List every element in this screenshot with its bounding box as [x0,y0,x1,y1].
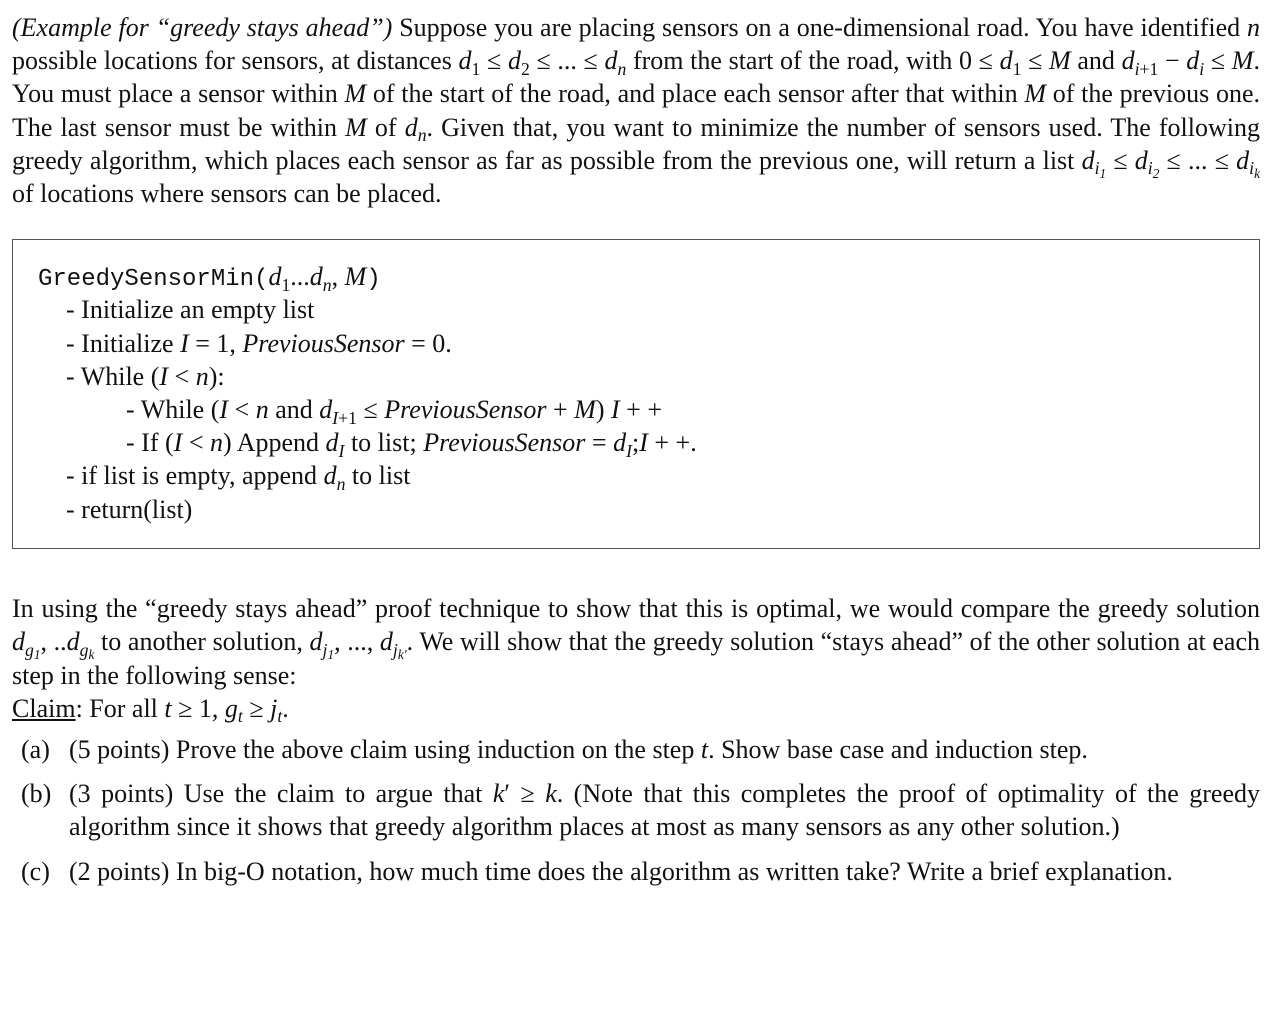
question-part-a: (a) (5 points) Prove the above claim using induction on the step t. Show base case and induction step. [12,733,1260,766]
algorithm-name: GreedySensorMin [38,266,255,294]
problem-intro: (Example for “greedy stays ahead”) Suppose you are placing sensors on a one-dimensional road. You have identified n possible locations for sensors, at distances $d_1 \le d_2$ ≤ ... ≤ $d_n$ from the start of the road, with $0 \le d_1 \le M$ and $d_{i+1} - d_i \le M$. You must place a sensor within M of the start of the road, and place each sensor after that within M of the previous one. The last sensor must be within M of $d_n$. Given that, you want to minimize the number of sensors used. The following greedy algorithm, which places each sensor as far as possible from the previous one, will return a list $d_{i_1} \le d_{i_2}$ ≤ ... ≤ $d_{i_k}$ of locations where sensors can be placed. [12,13,1260,209]
algorithm-step-1: - Initialize an empty list [66,295,315,325]
part-points: (5 points) [69,735,170,765]
part-label: (a) [21,735,50,765]
proof-intro: In using the “greedy stays ahead” proof technique to show that this is optimal, we would compare the greedy solution $d_{g_1}$, $..d_{g_k}$ to another solution, $d_{j_1}$, ..., $d_{j_{k'}}$. We will show that the greedy solution “stays ahead” of the other solution at each step in the following sense: Claim: For all t ≥ 1, $g_t \ge j_t$. [12,594,1261,727]
question-parts [12,733,1260,888]
algorithm-step-2: - Initialize I = 1, PreviousSensor = 0. [66,328,452,358]
algorithm-box [12,239,1260,549]
algorithm-step-6: - if list is empty, append $d_n$ to list [66,461,411,494]
algorithm-step-3: - While (I < n): [66,361,225,391]
part-label: (c) [21,856,50,886]
part-points: (3 points) [69,779,174,809]
example-label: (Example for “greedy stays ahead”) [12,13,393,42]
part-label: (b) [21,779,52,809]
algorithm-step-7: - return(list) [66,494,193,524]
claim-label: Claim [12,693,76,723]
algorithm-step-5: - If (I < n) Append $d_I$ to list; PreviousSensor = $d_I;I$ + +. [126,428,697,461]
problem-page [12,11,1260,899]
claim-text: : For all [75,693,165,723]
question-part-c: (c) (2 points) In big-O notation, how much time does the algorithm as written take? Write a brief explanation. [12,855,1260,888]
algorithm-signature: $GreedySensorMin(d_1...d_n$, M) [38,262,381,295]
question-part-b: (b) (3 points) Use the claim to argue that k′ ≥ k. (Note that this completes the proof of optimality of the greedy algorithm since it shows that greedy algorithm places at most as many sensors as any other solution.) [12,777,1260,843]
algorithm-step-4: - While (I < n and $d_{I+1}$ ≤ PreviousSensor + M) I + + [126,394,662,428]
part-points: (2 points) [69,856,170,886]
